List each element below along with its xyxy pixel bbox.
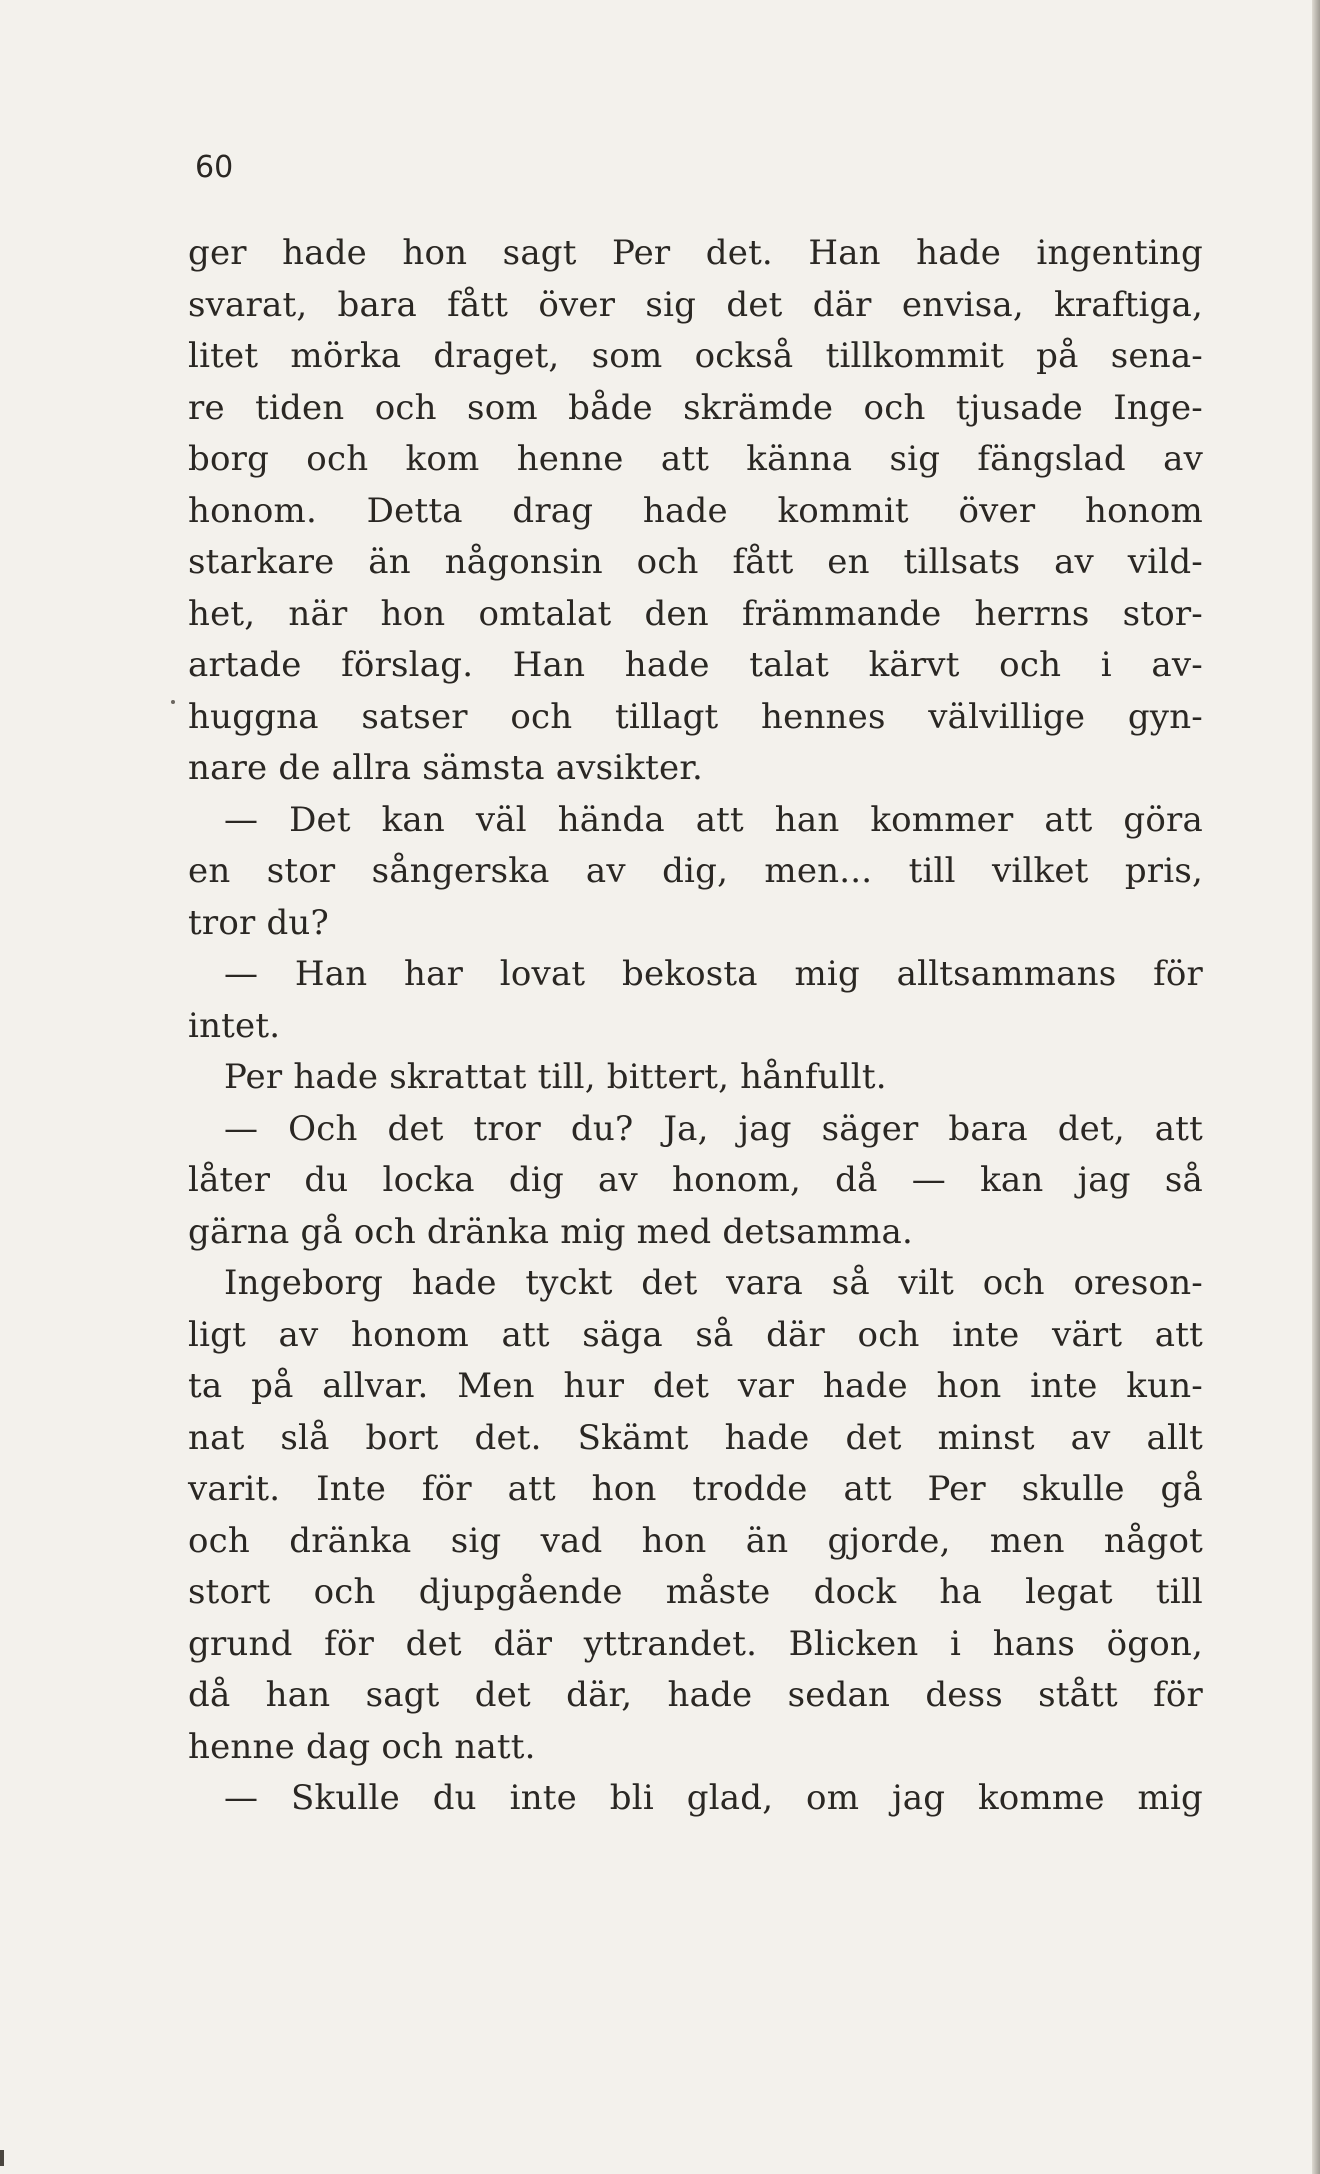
text-line: — Det kan väl hända att han kommer att göra (224, 799, 1203, 840)
text-line: varit. Inte för att hon trodde att Per skulle gå (188, 1469, 1203, 1509)
text-line: en stor sångerska av dig, men... till vilket pris, (188, 851, 1203, 891)
text-line: huggna satser och tillagt hennes välvillige gyn- (188, 696, 1203, 737)
text-line: — Han har lovat bekosta mig alltsammans för (224, 954, 1203, 994)
text-line: henne dag och natt. (188, 1726, 536, 1767)
text-line: Ingeborg hade tyckt det vara så vilt och oreson- (224, 1263, 1203, 1303)
page-number: 60 (195, 150, 234, 185)
text-line: svarat, bara fått över sig det där envisa, kraftiga, (188, 284, 1203, 325)
text-line: re tiden och som både skrämde och tjusade Inge- (188, 387, 1203, 428)
text-line: honom. Detta drag hade kommit över honom (188, 490, 1203, 531)
margin-speck (171, 700, 175, 704)
text-line: nat slå bort det. Skämt hade det minst av allt (188, 1417, 1203, 1458)
text-line: het, när hon omtalat den främmande herrns stor- (188, 593, 1203, 634)
text-line: litet mörka draget, som också tillkommit på sena- (188, 336, 1203, 376)
text-line: ger hade hon sagt Per det. Han hade ingenting (188, 233, 1203, 273)
text-line: ligt av honom att säga så där och inte värt att (188, 1314, 1203, 1355)
text-line: stort och djupgående måste dock ha legat till (188, 1572, 1203, 1612)
corner-mark (0, 2150, 4, 2166)
text-line: och dränka sig vad hon än gjorde, men något (188, 1520, 1203, 1561)
text-line: — Skulle du inte bli glad, om jag komme mig (224, 1778, 1203, 1818)
body-text (188, 228, 1203, 1825)
text-line: — Och det tror du? Ja, jag säger bara det, att (224, 1108, 1203, 1149)
text-line: nare de allra sämsta avsikter. (188, 748, 704, 788)
text-line: starkare än någonsin och fått en tillsats av vild- (188, 542, 1203, 582)
text-line: artade förslag. Han hade talat kärvt och i av- (188, 645, 1203, 685)
text-line: gärna gå och dränka mig med detsamma. (188, 1211, 914, 1252)
text-line: intet. (188, 1005, 281, 1046)
text-line: Per hade skrattat till, bittert, hånfullt. (224, 1057, 887, 1097)
page-edge-shadow (1312, 0, 1320, 2174)
text-line: ta på allvar. Men hur det var hade hon inte kun- (188, 1366, 1203, 1406)
text-line: låter du locka dig av honom, då — kan jag så (188, 1160, 1203, 1200)
text-line: borg och kom henne att känna sig fängslad av (188, 439, 1203, 479)
text-line: tror du? (188, 902, 329, 943)
text-line: grund för det där yttrandet. Blicken i hans ögon, (188, 1623, 1203, 1664)
text-line: då han sagt det där, hade sedan dess stått för (188, 1675, 1203, 1715)
